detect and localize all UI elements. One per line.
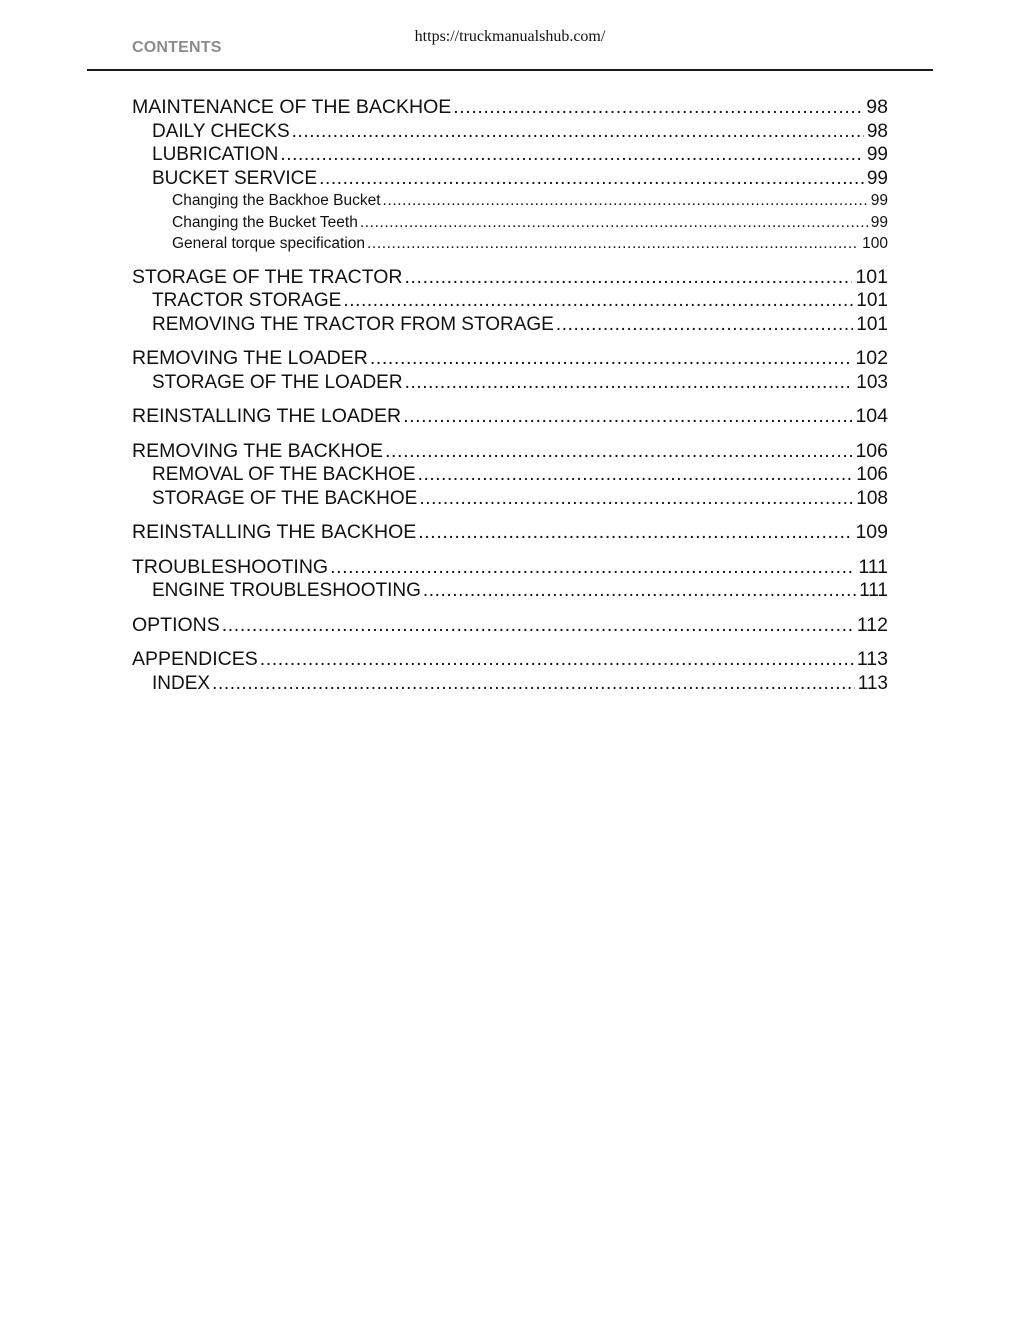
toc-entry-title: STORAGE OF THE TRACTOR [132, 265, 403, 288]
toc-entry-title: STORAGE OF THE BACKHOE [152, 487, 418, 509]
table-of-contents [132, 96, 888, 695]
toc-entry-page: 109 [855, 521, 888, 543]
toc-entry-page: 104 [855, 405, 888, 427]
dot-leader [319, 167, 864, 191]
toc-entry[interactable] [132, 266, 888, 290]
toc-entry-title: REINSTALLING THE BACKHOE [132, 521, 417, 543]
toc-entry-title: TROUBLESHOOTING [132, 555, 329, 578]
toc-entry-title: REMOVAL OF THE BACKHOE [152, 464, 416, 485]
dot-leader [292, 120, 864, 144]
toc-entry[interactable] [132, 347, 888, 371]
dot-leader [385, 440, 852, 464]
toc-entry[interactable] [132, 313, 888, 337]
toc-entry-page: 99 [870, 213, 888, 231]
toc-entry[interactable] [132, 556, 888, 580]
toc-entry-page: 101 [856, 290, 888, 311]
toc-entry-page: 99 [866, 144, 888, 165]
toc-entry-page: 101 [855, 265, 888, 288]
toc-entry-page: 113 [856, 648, 888, 670]
toc-entry-title: REMOVING THE TRACTOR FROM STORAGE [152, 313, 554, 335]
dot-leader [405, 266, 853, 290]
toc-entry[interactable] [132, 648, 888, 672]
dot-leader [423, 579, 856, 603]
toc-entry-title: APPENDICES [132, 648, 258, 670]
toc-entry-title: ENGINE TROUBLESHOOTING [152, 580, 421, 601]
dot-leader [370, 347, 853, 371]
toc-entry-title: TRACTOR STORAGE [152, 290, 342, 311]
toc-entry-page: 98 [866, 96, 888, 118]
dot-leader [212, 672, 855, 696]
toc-entry-title: BUCKET SERVICE [152, 167, 318, 189]
toc-entry[interactable] [132, 167, 888, 191]
dot-leader [418, 463, 854, 487]
toc-entry-page: 108 [856, 487, 888, 509]
dot-leader [330, 556, 855, 580]
toc-entry-page: 111 [858, 555, 888, 578]
toc-entry[interactable] [132, 143, 888, 167]
toc-entry[interactable] [132, 614, 888, 638]
toc-entry-page: 113 [857, 672, 888, 694]
toc-entry-title: DAILY CHECKS [152, 120, 290, 142]
header-divider [87, 69, 933, 71]
section-label: CONTENTS [132, 39, 222, 56]
toc-entry-page: 106 [856, 464, 888, 485]
toc-entry-page: 101 [856, 313, 888, 335]
toc-entry[interactable] [132, 405, 888, 429]
toc-entry[interactable] [132, 233, 888, 255]
dot-leader [418, 521, 852, 545]
toc-entry[interactable] [132, 289, 888, 313]
toc-entry-page: 99 [870, 192, 888, 209]
toc-entry-title: LUBRICATION [152, 144, 279, 165]
toc-entry[interactable] [132, 190, 888, 212]
toc-entry-page: 98 [866, 120, 888, 142]
dot-leader [556, 313, 853, 337]
toc-entry[interactable] [132, 371, 888, 395]
toc-entry-title: REMOVING THE BACKHOE [132, 439, 384, 462]
dot-leader [383, 190, 868, 212]
toc-entry-page: 106 [855, 439, 888, 462]
toc-entry[interactable] [132, 120, 888, 144]
toc-entry-title: REMOVING THE LOADER [132, 347, 368, 369]
toc-entry-title: Changing the Backhoe Bucket [172, 192, 381, 209]
toc-entry-page: 100 [862, 235, 888, 252]
toc-entry-page: 111 [859, 580, 888, 601]
header-url: https://truckmanualshub.com/ [414, 28, 606, 45]
toc-entry-page: 103 [856, 371, 888, 393]
toc-entry[interactable] [132, 440, 888, 464]
dot-leader [280, 143, 864, 167]
toc-entry[interactable] [132, 487, 888, 511]
toc-entry[interactable] [132, 96, 888, 120]
dot-leader [260, 648, 854, 672]
dot-leader [453, 96, 863, 120]
dot-leader [403, 405, 852, 429]
dot-leader [367, 233, 859, 255]
toc-entry-page: 112 [856, 613, 888, 636]
toc-entry[interactable] [132, 463, 888, 487]
toc-entry[interactable] [132, 672, 888, 696]
toc-entry-title: INDEX [152, 672, 211, 694]
toc-entry-page: 99 [866, 167, 888, 189]
toc-entry-page: 102 [855, 347, 888, 369]
dot-leader [405, 371, 854, 395]
toc-entry-title: General torque specification [172, 235, 366, 252]
toc-entry[interactable] [132, 212, 888, 234]
toc-entry-title: MAINTENANCE OF THE BACKHOE [132, 96, 452, 118]
toc-entry-title: OPTIONS [132, 613, 220, 636]
toc-entry-title: REINSTALLING THE LOADER [132, 405, 402, 427]
toc-entry-title: STORAGE OF THE LOADER [152, 371, 403, 393]
dot-leader [343, 289, 853, 313]
dot-leader [419, 487, 853, 511]
dot-leader [360, 212, 868, 234]
toc-entry[interactable] [132, 579, 888, 603]
toc-entry[interactable] [132, 521, 888, 545]
toc-entry-title: Changing the Bucket Teeth [172, 213, 358, 231]
dot-leader [222, 614, 854, 638]
